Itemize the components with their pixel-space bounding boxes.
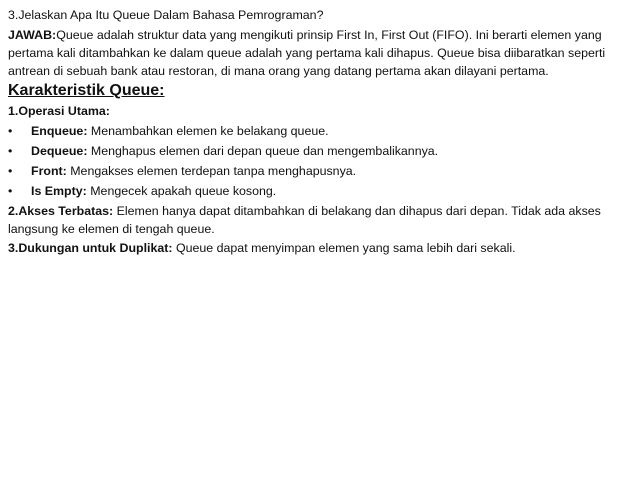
list-item <box>8 122 632 140</box>
answer-text: Queue adalah struktur data yang mengikuti prinsip First In, First Out (FIFO). Ini berarti elemen yang pertama kali ditambahkan ke dalam queue adalah yang pertama kali dihapus. Queue bisa diibaratkan seperti antrean di sebuah bank atau restoran, di mana orang yang datang pertama akan dilayani pertama. <box>8 28 606 78</box>
item-description: Menambahkan elemen ke belakang queue. <box>90 124 329 138</box>
item-term: Dequeue: <box>31 144 88 158</box>
section-description: Elemen hanya dapat ditambahkan di belakang dan dihapus dari depan. Tidak ada akses langsung ke elemen di tengah queue. <box>8 204 601 236</box>
bullet-icon: • <box>8 164 13 178</box>
section-duplicate-support <box>8 239 632 257</box>
item-term: Front: <box>31 164 67 178</box>
item-term: Is Empty: <box>31 184 87 198</box>
list-item <box>8 142 632 160</box>
bullet-icon: • <box>8 184 13 198</box>
item-description: Menghapus elemen dari depan queue dan mengembalikannya. <box>90 144 439 158</box>
list-item <box>8 162 632 180</box>
bullet-icon: • <box>8 124 13 138</box>
item-description: Mengecek apakah queue kosong. <box>90 184 277 198</box>
answer-paragraph <box>8 26 632 80</box>
section-term: 3.Dukungan untuk Duplikat: <box>8 241 173 255</box>
list-item <box>8 182 632 200</box>
section-description: Queue dapat menyimpan elemen yang sama lebih dari sekali. <box>175 241 516 255</box>
answer-label: JAWAB: <box>8 28 57 42</box>
item-term: Enqueue: <box>31 124 88 138</box>
section-term: 2.Akses Terbatas: <box>8 204 114 218</box>
bullet-icon: • <box>8 144 13 158</box>
item-description: Mengakses elemen terdepan tanpa menghapusnya. <box>70 164 357 178</box>
section-limited-access <box>8 202 632 238</box>
slide-content <box>8 6 632 257</box>
question-text: 3.Jelaskan Apa Itu Queue Dalam Bahasa Pemrograman? <box>8 8 324 22</box>
section-main-operations-title: 1.Operasi Utama: <box>8 104 110 118</box>
characteristics-heading: Karakteristik Queue: <box>8 82 165 99</box>
